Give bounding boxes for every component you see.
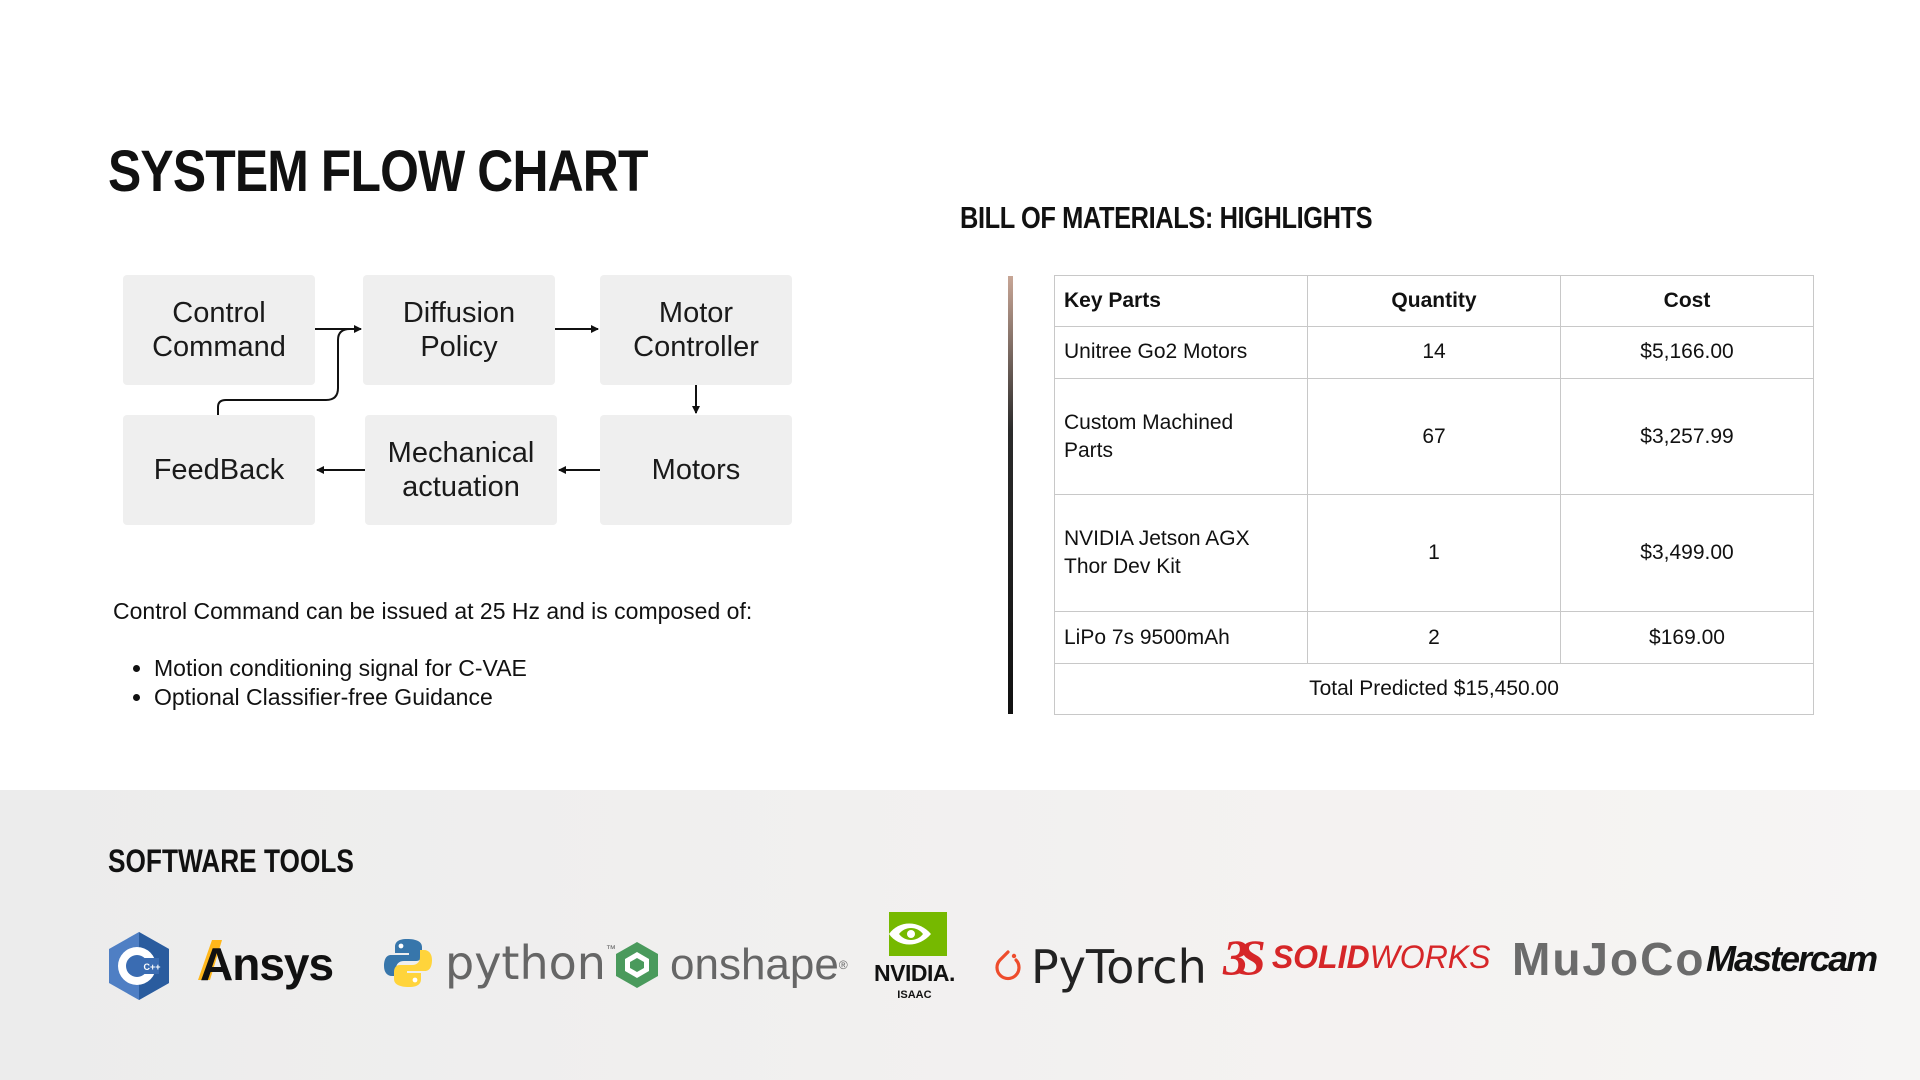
python-logo: python ™ <box>383 936 616 990</box>
cpp-logo <box>106 930 172 1002</box>
part-name: NVIDIA Jetson AGX Thor Dev Kit <box>1055 495 1308 612</box>
node-feedback: FeedBack <box>123 415 315 525</box>
node-control-command: Control Command <box>123 275 315 385</box>
part-quantity: 14 <box>1308 327 1561 378</box>
node-mechanical-actuation: Mechanical actuation <box>365 415 557 525</box>
ansys-logo: Ansys <box>200 938 334 990</box>
node-diffusion-policy: Diffusion Policy <box>363 275 555 385</box>
mastercam-logo: Mastercam <box>1706 938 1877 979</box>
software-tools-title: SOFTWARE TOOLS <box>108 843 354 879</box>
table-row <box>1055 612 1814 663</box>
part-cost: $3,257.99 <box>1561 378 1814 495</box>
part-quantity: 67 <box>1308 378 1561 495</box>
node-motor-controller: Motor Controller <box>600 275 792 385</box>
section-divider <box>1008 276 1013 714</box>
arrow-feedback-to-diffusion <box>218 329 361 415</box>
pytorch-logo: PyTorch <box>993 940 1207 994</box>
solidworks-ds-icon: 3S <box>1223 929 1256 985</box>
control-command-components <box>128 654 527 712</box>
table-row <box>1055 378 1814 495</box>
header-quantity: Quantity <box>1308 276 1561 327</box>
table-row <box>1055 495 1814 612</box>
part-name: Unitree Go2 Motors <box>1055 327 1308 378</box>
onshape-hexagon-icon <box>614 940 660 990</box>
part-name: Custom Machined Parts <box>1055 378 1308 495</box>
table-row <box>1055 327 1814 378</box>
part-quantity: 1 <box>1308 495 1561 612</box>
solidworks-logo: 3S SOLID WORKS <box>1223 929 1491 985</box>
total-predicted: Total Predicted $15,450.00 <box>1055 663 1814 714</box>
bom-table <box>1054 275 1814 715</box>
table-header-row <box>1055 276 1814 327</box>
part-quantity: 2 <box>1308 612 1561 663</box>
mujoco-logo: MuJoCo <box>1512 933 1706 985</box>
table-total-row <box>1055 663 1814 714</box>
svg-text:C++: C++ <box>143 962 161 972</box>
part-cost: $5,166.00 <box>1561 327 1814 378</box>
node-motors: Motors <box>600 415 792 525</box>
onshape-logo: onshape ® <box>614 940 848 990</box>
bom-title: BILL OF MATERIALS: HIGHLIGHTS <box>960 200 1373 235</box>
python-snakes-icon <box>383 937 433 989</box>
bullet-item: • Motion conditioning signal for C-VAE <box>154 654 527 683</box>
control-command-description: Control Command can be issued at 25 Hz and is composed of: <box>113 598 753 624</box>
nvidia-logo: NVIDIA. ISAAC <box>874 912 955 1001</box>
flow-arrows <box>0 0 960 560</box>
header-cost: Cost <box>1561 276 1814 327</box>
part-name: LiPo 7s 9500mAh <box>1055 612 1308 663</box>
part-cost: $3,499.00 <box>1561 495 1814 612</box>
part-cost: $169.00 <box>1561 612 1814 663</box>
flow-chart-title: SYSTEM FLOW CHART <box>108 139 648 204</box>
header-key-parts: Key Parts <box>1055 276 1308 327</box>
cpp-hexagon-icon <box>106 930 172 1002</box>
bullet-item: • Optional Classifier-free Guidance <box>154 683 527 712</box>
pytorch-flame-icon <box>993 948 1023 986</box>
nvidia-eye-icon <box>881 912 947 956</box>
